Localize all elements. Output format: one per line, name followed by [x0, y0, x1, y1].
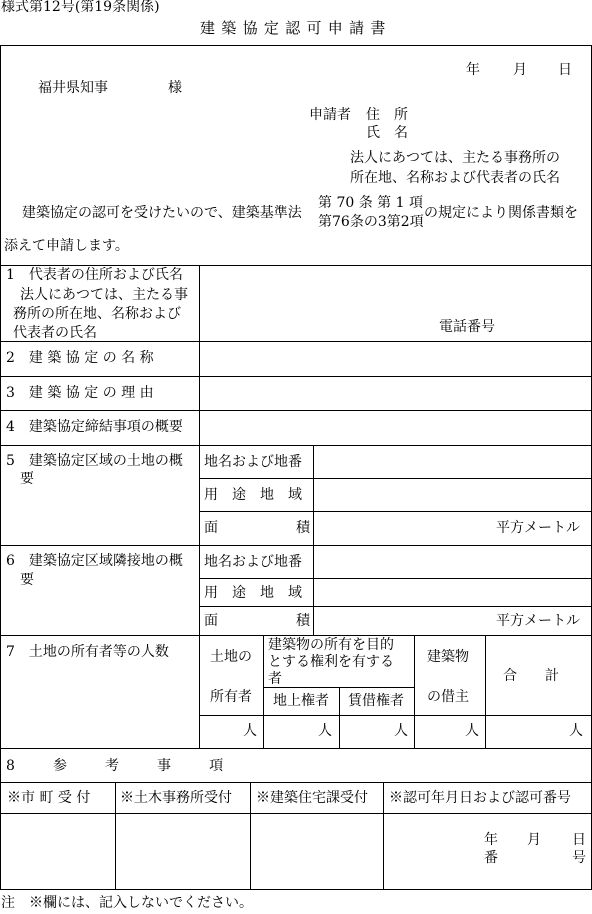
item6-area-unit: 平方メートル [496, 613, 580, 629]
owner-count-unit: 人 [243, 723, 257, 739]
office-approval-label: ※認可年月日および認可番号 [389, 790, 571, 806]
item5-label: 5 建築協定区域の土地の概 [6, 453, 183, 469]
date-year: 年 [466, 62, 480, 78]
applicant-address: 住 所 [366, 107, 408, 123]
borrower-header-top: 建築物 [427, 649, 469, 665]
addressee-honorific: 様 [168, 80, 182, 96]
reference-field[interactable] [202, 751, 587, 779]
item5-area-unit: 平方メートル [496, 520, 580, 536]
statement-before: 建築協定の認可を受けたいので、建築基準法 [22, 205, 302, 221]
item4-label: 4 建築協定締結事項の概要 [6, 419, 183, 435]
borrower-count-unit: 人 [465, 723, 479, 739]
statement-after: の規定により関係書類を [424, 205, 578, 221]
statement-article-a: 第 70 条 第 1 項 [318, 195, 423, 211]
item5-use-field[interactable] [316, 481, 587, 509]
item6-lot-field[interactable] [316, 548, 587, 576]
applicant-note-2: 所在地、名称および代表者の氏名 [350, 170, 560, 186]
office-day: 日 [572, 832, 586, 848]
item5-area-label-b: 積 [296, 520, 310, 536]
owner-header-bottom: 所有者 [210, 689, 252, 705]
item6-use-field[interactable] [316, 581, 587, 604]
owner-count-field[interactable] [202, 718, 240, 745]
office-number-suffix: 号 [572, 850, 586, 866]
item1-note-1: 法人にあつては、主たる事 [20, 287, 188, 303]
item5-label-2: 要 [20, 471, 34, 487]
item6-area-field[interactable] [316, 609, 491, 633]
item6-area-label-b: 積 [296, 613, 310, 629]
item6-label: 6 建築協定区域隣接地の概 [6, 553, 183, 569]
phone-label: 電話番号 [439, 319, 495, 335]
total-count-field[interactable] [488, 718, 567, 745]
owner-header-top: 土地の [210, 649, 252, 665]
item3-label: 3 建 築 協 定 の 理 由 [6, 385, 154, 401]
representative-field[interactable] [202, 268, 587, 316]
item5-use-label: 用 途 地 域 [204, 487, 302, 503]
office-civil-label: ※土木事務所受付 [120, 790, 232, 806]
surface-count-field[interactable] [266, 718, 316, 745]
office-number-label: 番 [484, 850, 498, 866]
building-right-header-2: とする権利を有する [268, 654, 394, 670]
surface-count-unit: 人 [318, 723, 332, 739]
office-housing-label: ※建築住宅課受付 [256, 790, 368, 806]
addressee-name: 福井県知事 [38, 80, 108, 96]
surface-right-header: 地上権者 [273, 693, 329, 709]
item5-lot-field[interactable] [316, 448, 587, 476]
lease-count-field[interactable] [342, 718, 392, 745]
borrower-count-field[interactable] [417, 718, 463, 745]
page-title: 建築協定認可申請書 [200, 19, 392, 37]
item5-area-label-a: 面 [204, 520, 218, 536]
item6-lot-label: 地名および地番 [204, 554, 302, 570]
item1-label: 1 代表者の住所および氏名 [6, 267, 183, 283]
item1-note-2: 務所の所在地、名称および [13, 306, 181, 322]
agreement-name-field[interactable] [202, 344, 587, 374]
date-day: 日 [558, 62, 572, 78]
office-month: 月 [527, 832, 541, 848]
date-month: 月 [513, 62, 527, 78]
lease-right-header: 賃借権者 [348, 693, 404, 709]
office-city-label: ※市 町 受 付 [7, 790, 91, 806]
applicant-note-1: 法人にあつては、主たる事務所の [350, 150, 560, 166]
total-header: 合 計 [503, 668, 559, 684]
statement-article-b: 第76条の3第2項 [318, 214, 424, 230]
building-right-header-3: 者 [268, 671, 282, 687]
lease-count-unit: 人 [394, 723, 408, 739]
agreement-summary-field[interactable] [202, 413, 587, 443]
borrower-header-bottom: の借主 [427, 689, 469, 705]
applicant-name: 氏 名 [366, 125, 408, 141]
item6-area-label-a: 面 [204, 613, 218, 629]
form-label: 様式第12号(第19条関係) [1, 0, 160, 15]
building-right-header-1: 建築物の所有を目的 [268, 637, 394, 653]
item7-label: 7 土地の所有者等の人数 [6, 644, 169, 660]
item8-label: 8 参 考 事 項 [6, 758, 240, 774]
item6-label-2: 要 [20, 572, 34, 588]
item2-label: 2 建 築 協 定 の 名 称 [6, 350, 154, 366]
item5-area-field[interactable] [316, 514, 491, 543]
item5-lot-label: 地名および地番 [204, 454, 302, 470]
item1-note-3: 代表者の氏名 [13, 325, 97, 341]
total-count-unit: 人 [569, 723, 583, 739]
agreement-reason-field[interactable] [202, 379, 587, 408]
applicant-label: 申請者 [309, 107, 351, 123]
statement-line2: 添えて申請します。 [4, 238, 129, 254]
office-year: 年 [484, 832, 498, 848]
item6-use-label: 用 途 地 域 [204, 585, 302, 601]
footnote: 注 ※欄には、記入しないでください。 [1, 895, 253, 911]
